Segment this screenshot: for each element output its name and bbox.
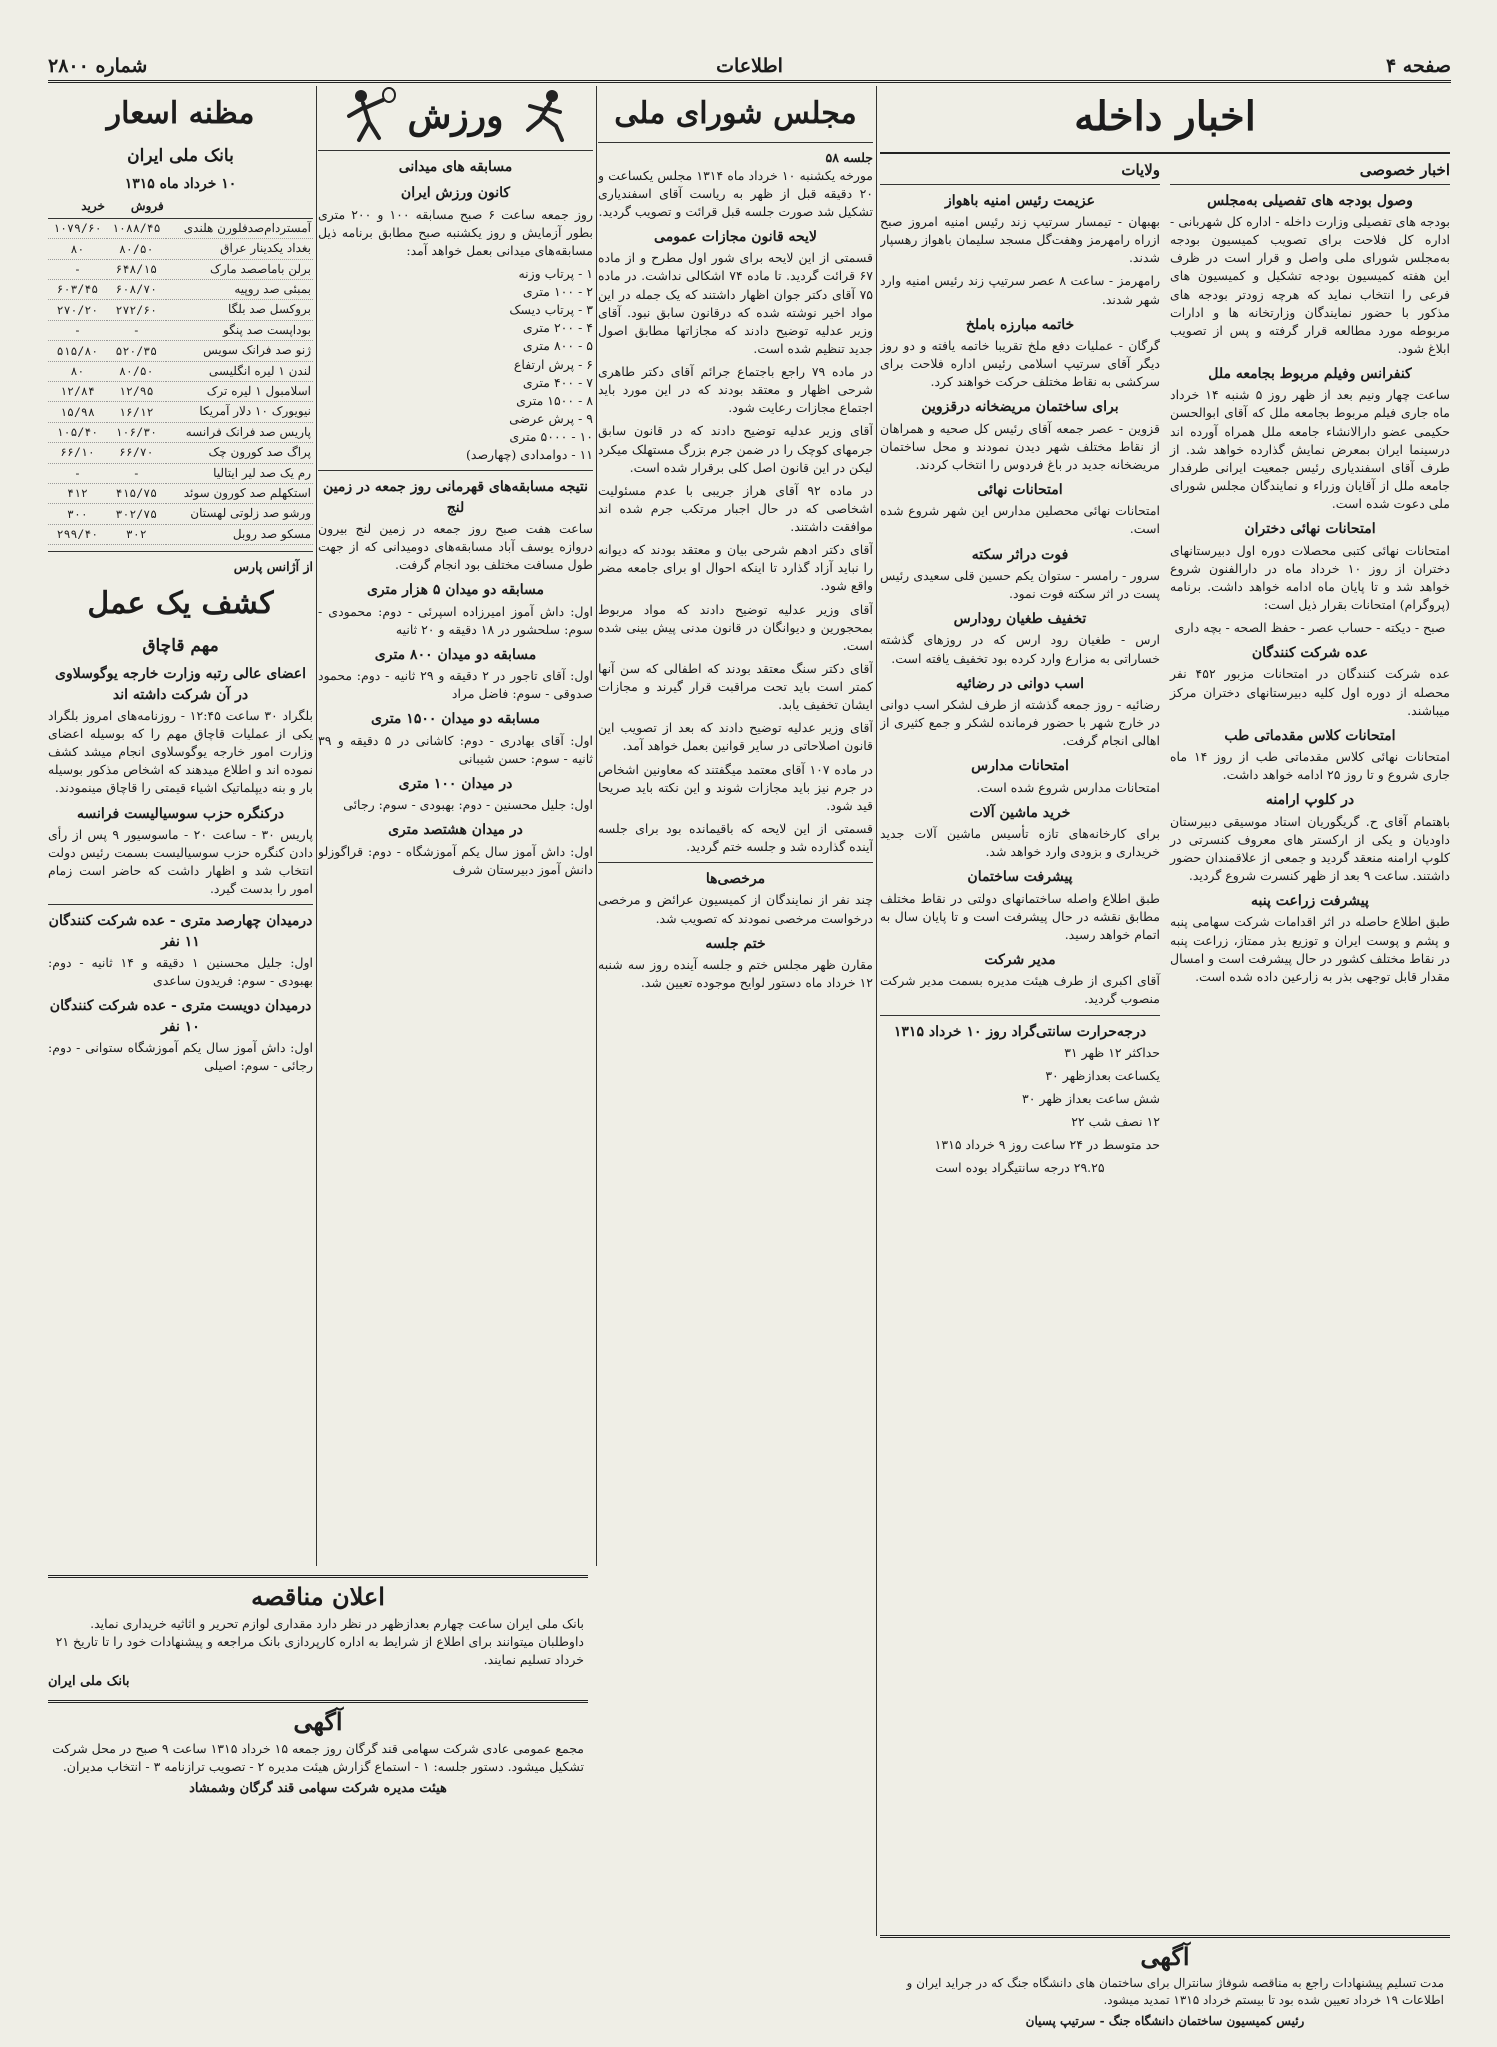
sport-intro: روز جمعه ساعت ۶ صبح مسابقه ۱۰۰ و ۲۰۰ متری بطور آزمایش و روز یکشنبه صبح مطابق برنامه ذیل مسابقه‌های میدانی بعمل خواهد آمد: <box>318 206 593 258</box>
domestic-news-masthead: اخبار داخله <box>880 86 1450 154</box>
provinces-heading: ولايات <box>1121 161 1160 179</box>
results-text: ساعت هفت صبح روز جمعه در زمین لنج بیرون دروازه یوسف آباد مسابقه‌های دومیدانی که از جهت طول مسافت مختلف بود انجام گرفت. <box>318 520 593 573</box>
law-title: لایحه قانون مجازات عمومی <box>654 229 817 245</box>
rates-bank: بانک ملی ایران <box>127 145 234 166</box>
currency-name: آمستردام‌صدفلورن هلندی <box>166 218 313 238</box>
article-text: گرگان - عملیات دفع ملخ تقریبا خاتمه یافته و دو روز دیگر آقای سرتیپ اسلامی رئیس اداره فلاحت برای سرکشی به نقاط مختلف حرکت خواهند کرد. <box>880 337 1160 390</box>
parliament-column <box>598 86 873 1746</box>
article-text: عده شرکت کنندگان در امتحانات مزبور ۴۵۲ نفر محصله از دوره اول کلیه دبیرستانهای دختران مرکز میباشند. <box>1170 666 1450 718</box>
currency-name: لندن ۱ لیره انگلیسی <box>166 361 313 381</box>
exchange-rates-table <box>48 196 313 545</box>
rate-row <box>48 504 313 524</box>
smuggling-subheadline: مهم قاچاق <box>142 635 219 656</box>
buy-rate: - <box>48 320 107 340</box>
results-title: نتیجه مسابقه‌های قهرمانی روز جمعه در زمین لنج <box>322 479 589 516</box>
race-result: اول: داش آموز سال یکم آموزشگاه ستوانی - دوم: رجائی - سوم: اصیلی <box>48 1039 313 1073</box>
rate-row <box>48 300 313 320</box>
currency-name: پراگ صد کورون چک <box>166 443 313 463</box>
event-item: ۳ - پرتاب دیسک <box>509 302 593 318</box>
article-title: عده شرکت کنندگان <box>1251 645 1369 662</box>
currency-name: بروکسل صد بلگا <box>166 300 313 320</box>
rate-row <box>48 524 313 544</box>
currency-name: بغداد یکدینار عراق <box>166 239 313 259</box>
sell-rate: ۵۲۰/۳۵ <box>107 341 166 361</box>
page-number: صفحه ۴ <box>1385 55 1451 77</box>
rates-column <box>48 86 313 1566</box>
event-item: ۹ - پرش عرضی <box>509 410 593 426</box>
article-text: رضائیه - روز جمعه گذشته از طرف لشکر اسب دوانی در خارج شهر با حضور فرمانده لشکر و جمع کثیری از اهالی انجام گرفت. <box>880 696 1160 749</box>
sell-rate: ۱۲/۹۵ <box>107 381 166 401</box>
rate-row <box>48 320 313 340</box>
rate-row <box>48 361 313 381</box>
article-text: آقای وزیر عدلیه توضیح دادند که بعد از تصویب این قانون اصلاحاتی در سایر قوانین بعمل خواهد آمد. <box>598 720 873 754</box>
article-text: امتحانات نهائی کلاس مقدماتی طب از روز ۱۴ ماه جاری شروع و تا روز ۲۵ ادامه خواهد داشت. <box>1170 749 1450 783</box>
currency-name: مسکو صد روبل <box>166 524 313 544</box>
currency-name: استکهلم صد کورون سوئد <box>166 483 313 503</box>
buy-rate: - <box>48 463 107 483</box>
war-college-notice <box>880 1935 1450 2028</box>
buy-rate: ۴۱۲ <box>48 483 107 503</box>
sell-rate: - <box>107 463 166 483</box>
article-text: آقای اکبری از طرف هیئت مدیره بسمت مدیر شرکت منصوب گردید. <box>880 973 1160 1007</box>
paper-name: اطلاعات <box>716 55 783 77</box>
article-text: ساعت چهار ونیم بعد از ظهر روز ۵ شنبه ۱۴ خرداد ماه جاری فیلم مربوط بجامعه ملل که آقای ابوالحسن حکیمی عضو دارالانشاء جامعه ملل همراه آورده اند درسینما ایران بمعرض نمایش گذارده خواهد شد. از طرف آقای اسفندیاری رئیس جمعیت ایرانی طرفدار جامعه ملل از آقایان وزراء و نمایندگان مجلس شورای ملی دعوت شده است. <box>1170 387 1450 512</box>
issue-number: شماره ۲۸۰۰ <box>48 55 148 77</box>
article-title: در کلوپ ارامنه <box>1265 792 1355 809</box>
article-title: امتحانات نهائی دختران <box>1244 521 1376 538</box>
domestic-news-subcolumns <box>880 160 1450 1183</box>
buy-rate: ۸۰ <box>48 239 107 259</box>
tender-title: اعلان مناقصه <box>251 1582 385 1611</box>
rate-row <box>48 239 313 259</box>
article-text: سرور - رامسر - ستوان یکم حسین قلی سعیدی رئیس پست در اثر سکته فوت نمود. <box>880 567 1160 601</box>
race-title: در میدان ۱۰۰ متری <box>398 775 513 792</box>
article-text: آقای وزیر عدلیه توضیح دادند که مواد مربوط بمحجورین و دیوانگان در قانون مدنی پیش بینی شده است. <box>598 601 873 653</box>
sell-rate: ۶۴۸/۱۵ <box>107 259 166 279</box>
rate-row <box>48 280 313 300</box>
sport-organization: کانون ورزش ایران <box>400 185 511 202</box>
column-divider <box>316 86 317 1566</box>
column-divider <box>876 86 877 1936</box>
rate-row <box>48 381 313 401</box>
currency-name: بمبئی صد روپیه <box>166 280 313 300</box>
currency-name: اسلامبول ۱ لیره ترک <box>166 381 313 401</box>
page-header <box>48 52 1451 83</box>
sport-header <box>318 86 593 151</box>
race-result: اول: جلیل محسنین ۱ دقیقه و ۱۴ ثانیه - دوم: بهبودی - سوم: فریدون ساعدی <box>48 954 313 989</box>
smuggling-deck: اعضای عالی رتبه وزارت خارجه یوگوسلاوی در آن شرکت داشته اند <box>55 666 306 703</box>
leave-text: چند نفر از نمایندگان از کمیسیون عرائض و مرخصی درخواست مرخصی نمودند که تصویب شد. <box>598 892 873 926</box>
war-college-notice-text: مدت تسلیم پیشنهادات راجع به مناقصه شوفاژ سانترال برای ساختمان های دانشگاه جنگ که در جراید ایران و اطلاعات ۱۹ خرداد تعیین شده بود تا بیستم خرداد ۱۳۱۵ تمدید میشود. <box>906 1976 1444 2007</box>
event-item: ۵ - ۸۰۰ متری <box>522 338 593 354</box>
article-text: امتحانات مدارس شروع شده است. <box>976 779 1160 795</box>
rates-title: مظنه اسعار <box>106 96 255 131</box>
sell-rate: ۴۱۵/۷۵ <box>107 483 166 503</box>
article-title: امتحانات کلاس مقدماتی طب <box>1224 727 1396 744</box>
article-text: امتحانات نهائی کتبی محصلات دوره اول دبیرستانهای دختران از روز ۱۰ خرداد ماه در دارالفنون شروع خواهد شد و تا پایان ماه ادامه خواهد داشت. برنامه (پروگرام) امتحانات بقرار ذیل است: <box>1170 542 1450 612</box>
sell-rate: ۶۶/۷۰ <box>107 443 166 463</box>
rate-row <box>48 341 313 361</box>
buy-rate: ۶۶/۱۰ <box>48 443 107 463</box>
event-item: ۱۰ - ۵۰۰۰ متری <box>509 429 593 445</box>
race-title: درمیدان چهارصد متری - عده شرکت کنندگان ۱۱ نفر <box>48 913 313 950</box>
exam-schedule: صبح - دیکته - حساب عصر - حفظ الصحه - بچه داری <box>1174 620 1446 636</box>
event-item: ۷ - ۴۰۰ متری <box>522 374 593 390</box>
tender-ad <box>48 1575 588 1689</box>
provinces-news-block <box>880 160 1160 1183</box>
buy-rate: ۳۰۰ <box>48 504 107 524</box>
article-title: اسب دوانی در رضائیه <box>956 675 1084 692</box>
notice-ad <box>48 1700 588 1796</box>
race-title: در میدان هشتصد متری <box>388 822 523 839</box>
domestic-news-column <box>880 86 1450 1926</box>
session-number: جلسه ۵۸ <box>825 149 873 165</box>
rate-row <box>48 218 313 238</box>
article-title: پیشرفت زراعت پنبه <box>1251 893 1369 910</box>
race-result: اول: جلیل محسنین - دوم: بهبودی - سوم: رجائی <box>343 797 593 813</box>
race-result: اول: داش آموز امیرزاده اسپرئی - دوم: محمودی - سوم: سلحشور در ۱۸ دقیقه و ۲۰ ثانیه <box>318 603 593 637</box>
private-news-block <box>1170 160 1450 1183</box>
sport-event-title: مسابقه های میدانی <box>398 159 513 175</box>
smuggling-headline: کشف یک عمل <box>87 586 274 622</box>
article-text: آقای وزیر عدلیه توضیح دادند که در قانون سابق جرمهای کوچک را در ضمن جرم بزرگ مستهلک میکرد لیکن در این قانون اصل کلی برقرار شده است. <box>598 423 873 475</box>
temperature-title: درجه‌حرارت سانتی‌گراد روز ۱۰ خرداد ۱۳۱۵ <box>893 1023 1147 1040</box>
article-text: در ماده ۷۹ راجع باجتماع جرائم آقای دکتر طاهری شرحی اظهار و معتقد بودند که در این مورد باید اجتماع مجازات رعایت شود. <box>598 364 873 416</box>
article-title: تخفیف طغیان رودارس <box>953 611 1087 628</box>
buy-rate: ۸۰ <box>48 361 107 381</box>
notice-signature: هیئت مدیره شرکت سهامی قند گرگان وشمشاد <box>189 1781 447 1797</box>
sport-column <box>318 86 593 1566</box>
congress-text: پاریس ۳۰ - ساعت ۲۰ - ماسوسیور ۹ پس از رأی دادن کنگره حزب سوسیالیست بسمت رئیس دولت انتخاب شد و اظهار داشت که حاضر است زمام امور را بدست گیرد. <box>48 826 313 897</box>
tender-text: بانک ملی ایران ساعت چهارم بعدازظهر در نظر دارد مقداری لوازم تحریر و اثاثیه خریداری نماید. داوطلبان میتوانند برای اطلاع از شرایط به اداره کارپردازی بانک مراجعه و پیشنهادات خود را تا تاریخ ۲۱ خرداد تسلیم نمایند. <box>55 1616 584 1668</box>
event-item: ۱ - پرتاب وزنه <box>518 265 593 281</box>
article-text: رامهرمز - ساعت ۸ عصر سرتیپ زند رئیس امنیه وارد شهر شدند. <box>880 273 1160 307</box>
sport-title-word: ورزش <box>407 94 504 137</box>
article-title: خرید ماشین آلات <box>969 804 1071 821</box>
buy-rate: ۲۷۰/۲۰ <box>48 300 107 320</box>
currency-header <box>166 196 313 218</box>
currency-name: پاریس صد فرانک فرانسه <box>166 422 313 442</box>
currency-name: ژنو صد فرانک سویس <box>166 341 313 361</box>
tennis-player-icon <box>339 86 399 146</box>
sell-rate: ۱۶/۱۲ <box>107 402 166 422</box>
article-text: ارس - طغیان رود ارس که در روزهای گذشته خساراتی به مزارع وارد کرده بود تخفیف یافته است. <box>880 632 1160 666</box>
buy-rate: - <box>48 259 107 279</box>
parliament-heading: مجلس شورای ملی <box>614 96 857 131</box>
sell-rate: - <box>107 320 166 340</box>
article-text: امتحانات نهائی محصلین مدارس این شهر شروع شده است. <box>880 503 1160 537</box>
column-divider <box>596 86 597 1566</box>
notice-text: مجمع عمومی عادی شرکت سهامی قند گرگان روز جمعه ۱۵ خرداد ۱۳۱۵ ساعت ۹ صبح در محل شرکت تشکیل میشود. دستور جلسه: ۱ - استماع گزارش هیئت مدیره ۲ - تصویب ترازنامه ۳ - انتخاب مدیران. <box>52 1741 584 1775</box>
currency-name: بوداپست صد پنگو <box>166 320 313 340</box>
sell-rate: ۲۷۲/۶۰ <box>107 300 166 320</box>
sell-rate: ۸۰/۵۰ <box>107 361 166 381</box>
news-agency: از آژانس پارس <box>233 559 313 575</box>
article-title: عزیمت رئیس امنیه باهواز <box>945 192 1095 209</box>
race-result: اول: داش آموز سال یکم آموزشگاه - دوم: قراگوزلو دانش آموز دبیرستان شرف <box>318 843 593 877</box>
temperature-row: حد متوسط در ۲۴ ساعت روز ۹ خرداد ۱۳۱۵ <box>934 1137 1160 1153</box>
session-end-title: ختم جلسه <box>705 935 766 952</box>
article-title: امتحانات مدارس <box>971 758 1069 775</box>
sell-rate: ۳۰۲ <box>107 524 166 544</box>
rates-date: ۱۰ خرداد ماه ۱۳۱۵ <box>124 176 237 193</box>
temperature-row: ۱۲ نصف شب ۲۲ <box>1071 1114 1160 1130</box>
race-result: اول: آقای بهادری - دوم: کاشانی در ۵ دقیقه و ۳۹ ثانیه - سوم: حسن شیبانی <box>318 732 593 766</box>
tender-signature: بانک ملی ایران <box>48 1674 130 1690</box>
war-college-notice-title: آگهی <box>1140 1942 1190 1971</box>
buy-rate: ۱۰۷۹/۶۰ <box>48 218 107 238</box>
article-title: امتحانات نهائی <box>977 482 1063 499</box>
currency-name: رم یک صد لیر ایتالیا <box>166 463 313 483</box>
currency-name: ورشو صد زلوتی لهستان <box>166 504 313 524</box>
buy-rate: ۶۰۳/۴۵ <box>48 280 107 300</box>
congress-title: درکنگره حزب سوسیالیست فرانسه <box>77 805 284 822</box>
buy-header: خرید <box>48 196 107 218</box>
event-item: ۱۱ - دوامدادی (چهارصد) <box>466 447 593 463</box>
race-result: اول: آقای تاجور در ۲ دقیقه و ۲۹ ثانیه - دوم: محمود صدوقی - سوم: فاضل مراد <box>318 668 593 702</box>
event-item: ۶ - پرش ارتفاع <box>513 356 593 372</box>
article-text: طبق اطلاع واصله ساختمانهای دولتی در نقاط مختلف مطابق نقشه در حال پیشرفت است و تا پایان سال به اتمام خواهد رسید. <box>880 890 1160 942</box>
article-text: بودجه های تفصیلی وزارت داخله - اداره کل شهربانی - اداره کل فلاحت برای تصویب کمیسیون بودجه به‌مجلس شورای ملی واصل و قرار است در ظرف این هفته کمیسیون بودجه تشکیل و کمیسیون های فرعی را انتخاب نماید که هرچه زودتر بودجه های مذکور با حضور نمایندگان وزارتخانه ها و ادارات مربوطه مورد مطالعه قرار گرفته و پس از تصویب ابلاغ شود. <box>1170 214 1450 356</box>
article-title: پیشرفت ساختمان <box>967 869 1073 886</box>
leave-title: مرخصی‌ها <box>705 871 766 888</box>
buy-rate: ۵۱۵/۸۰ <box>48 341 107 361</box>
temperature-row: یکساعت بعدازظهر ۳۰ <box>1045 1067 1160 1083</box>
buy-rate: ۲۹۹/۴۰ <box>48 524 107 544</box>
rate-row <box>48 259 313 279</box>
article-text: باهتمام آقای ح. گریگوریان استاد موسیقی دبیرستان داودیان و یکی از ارکستر های معروف کنسرتی در کلوپ ارامنه منعقد گردید و جمعی از علاقمندان حضور داشتند. ساعت ۹ بعد از ظهر کنسرت شروع گردید. <box>1170 813 1450 884</box>
article-title: وصول بودجه های تفصیلی به‌مجلس <box>1207 192 1413 209</box>
article-title: مدیر شرکت <box>984 951 1056 968</box>
buy-rate: ۱۲/۸۴ <box>48 381 107 401</box>
notice-title: آگهی <box>293 1707 343 1736</box>
article-text: قسمتی از این لایحه که باقیمانده بود برای جلسه آینده گذارده شد و جلسه ختم گردید. <box>598 820 873 855</box>
event-item: ۲ - ۱۰۰ متری <box>522 284 593 300</box>
race-title: درمیدان دویست متری - عده شرکت کنندگان ۱۰ نفر <box>49 998 312 1035</box>
article-text: قسمتی از این لایحه برای شور اول مطرح و از ماده ۶۷ قرائت گردید. تا ماده ۷۴ اشکالی نداشت. در ماده ۷۵ آقای دکتر جوان اظهار داشتند که یک جمله در این مواد اخیر نوشته شده که درقانون سابق نبود. آقای وزیر عدلیه توضیح دادند که مجازاتها مطابق اصول جدید تنظیم شده است. <box>598 250 873 356</box>
rate-row <box>48 402 313 422</box>
sell-rate: ۶۰۸/۷۰ <box>107 280 166 300</box>
race-title: مسابقه دو میدان ۵ هزار متری <box>366 582 545 599</box>
article-title: فوت دراثر سکته <box>971 546 1069 563</box>
currency-name: نیویورک ۱۰ دلار آمریکا <box>166 402 313 422</box>
currency-name: برلن باماصصد مارک <box>166 259 313 279</box>
session-end-text: مقارن ظهر مجلس ختم و جلسه آینده روز سه شنبه ۱۲ خرداد ماه دستور لوایح موجوده تعیین شد. <box>598 957 873 991</box>
event-item: ۸ - ۱۵۰۰ متری <box>516 392 593 408</box>
article-text: قزوین - عصر جمعه آقای رئیس کل صحیه و همراهان از نقاط مختلف شهر دیدن نمودند و محل ساختمان مریضخانه جدید در باغ فردوس را انتخاب کردند. <box>880 420 1160 472</box>
article-text: در ماده ۱۰۷ آقای معتمد میگفتند که معاونین اشخاص در جرم نیز باید مجازات شوند و این نکته باید صریحا قید شود. <box>598 761 873 813</box>
event-item: ۴ - ۲۰۰ متری <box>522 320 593 336</box>
sell-rate: ۸۰/۵۰ <box>107 239 166 259</box>
article-text: در ماده ۹۲ آقای هراز جریبی با عدم مسئولیت اشخاصی که در حال اجبار مرتکب جرم شده اند موافقت داشتند. <box>598 482 873 535</box>
rate-row <box>48 422 313 442</box>
temperature-average: ۲۹.۲۵ درجه سانتیگراد بوده است <box>935 1160 1105 1176</box>
buy-rate: ۱۵/۹۸ <box>48 402 107 422</box>
sell-header: فروش <box>107 196 166 218</box>
article-text: برای کارخانه‌های تازه تأسیس ماشین آلات جدید خریداری و بزودی وارد خواهد شد. <box>880 826 1160 860</box>
article-text: آقای دکتر سنگ معتقد بودند که اطفالی که سن آنها کمتر است باید تحت مراقبت قرار گیرند و مجازات ایشان تخفیف یابد. <box>598 660 873 713</box>
article-text: طبق اطلاع حاصله در اثر اقدامات شرکت سهامی پنبه و پشم و پوست ایران و توزیع بذر ممتاز، زراعت پنبه در نقاط مختلف کشور در حال پیشرفت است و امسال مقدار قابل توجهی بذر به زارعین داده شده است. <box>1170 914 1450 984</box>
article-title: خاتمه مبارزه باملخ <box>965 316 1075 333</box>
session-intro: مورخه یکشنبه ۱۰ خرداد ماه ۱۳۱۴ مجلس یکساعت و ۲۰ دقیقه قبل از ظهر به ریاست آقای اسفندیاری تشکیل شد صورت جلسه قبل قرائت و تصویب گردید. <box>598 167 873 219</box>
race-title: مسابقه دو میدان ۸۰۰ متری <box>374 646 537 663</box>
buy-rate: ۱۰۵/۴۰ <box>48 422 107 442</box>
rate-row <box>48 443 313 463</box>
rate-row <box>48 463 313 483</box>
runner-icon <box>512 86 572 146</box>
sell-rate: ۳۰۲/۷۵ <box>107 504 166 524</box>
article-text: بهبهان - تیمسار سرتیپ زند رئیس امنیه امروز صبح ازراه رامهرمز وهفت‌گل مسجد سلیمان باهواز رهسپار شدند. <box>880 214 1160 266</box>
temperature-row: حداکثر ۱۲ ظهر ۳۱ <box>1064 1044 1160 1060</box>
temperature-row: شش ساعت بعداز ظهر ۳۰ <box>1022 1091 1160 1107</box>
war-college-notice-signature: رئیس کمیسیون ساختمان دانشگاه جنگ - سرتیپ پسیان <box>1025 2013 1305 2028</box>
sell-rate: ۱۰۶/۳۰ <box>107 422 166 442</box>
article-title: برای ساختمان مریضخانه درقزوین <box>921 399 1119 416</box>
rate-row <box>48 483 313 503</box>
article-title: کنفرانس وفیلم مربوط بجامعه ملل <box>1208 366 1412 383</box>
smuggling-text: بلگراد ۳۰ ساعت ۱۲:۴۵ - روزنامه‌های امروز بلگراد یکی از عملیات قاچاق مهم را که بوسیله اعضای وزارت امور خارجه یوگوسلاوی انجام میشد کشف نموده اند و اطلاع میدهند که اشخاص مذکور بوسیله بار و بنه دیپلماتیک اشیاء قیمتی را قاچاق مینمودند. <box>48 707 313 796</box>
sell-rate: ۱۰۸۸/۴۵ <box>107 218 166 238</box>
private-news-heading: اخبار خصوصی <box>1359 161 1450 179</box>
race-title: مسابقه دو میدان ۱۵۰۰ متری <box>371 711 540 728</box>
article-text: آقای دکتر ادهم شرحی بیان و معتقد بودند که دیوانه را نباید آزاد گذارد تا اینکه احوال او برای جامعه مضر واقع شود. <box>598 542 873 594</box>
